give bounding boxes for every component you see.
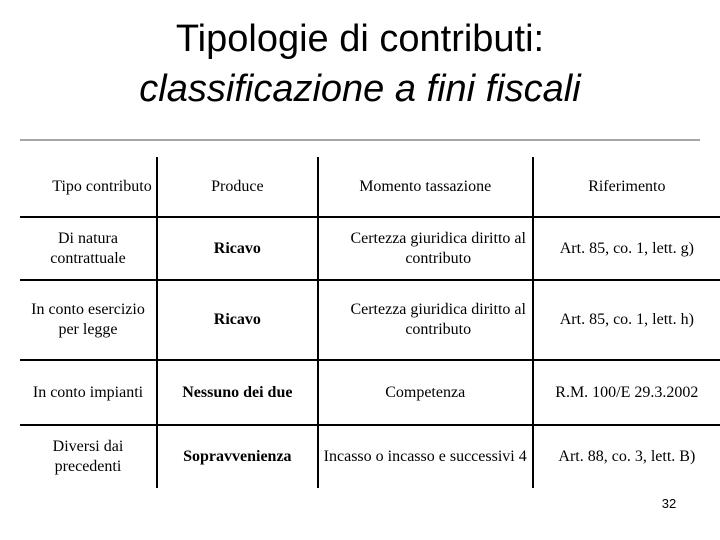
contributions-table (20, 157, 720, 488)
cell-produce: Nessuno dei due (158, 361, 317, 426)
cell-produce: Ricavo (158, 281, 317, 361)
header-tipo-contributo: Tipo contributo (20, 157, 158, 218)
row-label: Diversi dai precedenti (20, 426, 158, 488)
header-produce: Produce (158, 157, 317, 218)
cell-riferimento: Art. 85, co. 1, lett. g) (534, 218, 720, 281)
table-row (20, 281, 720, 361)
header-riferimento: Riferimento (534, 157, 720, 218)
slide-title-line2: classificazione a fini fiscali (139, 68, 581, 110)
table-row (20, 361, 720, 426)
cell-momento: Certezza giuridica diritto al contributo (317, 218, 534, 281)
page-number: 32 (661, 496, 677, 511)
cell-produce: Sopravvenienza (183, 448, 292, 465)
table-row (20, 426, 720, 488)
cell-riferimento: R.M. 100/E 29.3.2002 (534, 361, 720, 426)
table-row (20, 218, 720, 281)
slide-title (0, 14, 720, 114)
row-label: Di natura contrattuale (20, 218, 158, 281)
slide-title-line1: Tipologie di contributi: (175, 18, 545, 60)
header-momento-tassazione: Momento tassazione (317, 157, 534, 218)
cell-momento: Competenza (317, 361, 534, 426)
cell-riferimento: Art. 88, co. 3, lett. B) (558, 448, 696, 465)
cell-riferimento: Art. 85, co. 1, lett. h) (534, 281, 720, 361)
cell-momento: Incasso o incasso e successivi 4 (317, 426, 534, 488)
cell-produce: Ricavo (158, 218, 317, 281)
table-header-row (20, 157, 720, 218)
title-divider (20, 139, 700, 141)
cell-momento: Certezza giuridica diritto al contributo (317, 281, 534, 361)
row-label: In conto impianti (20, 361, 158, 426)
row-label: In conto esercizio per legge (20, 281, 158, 361)
